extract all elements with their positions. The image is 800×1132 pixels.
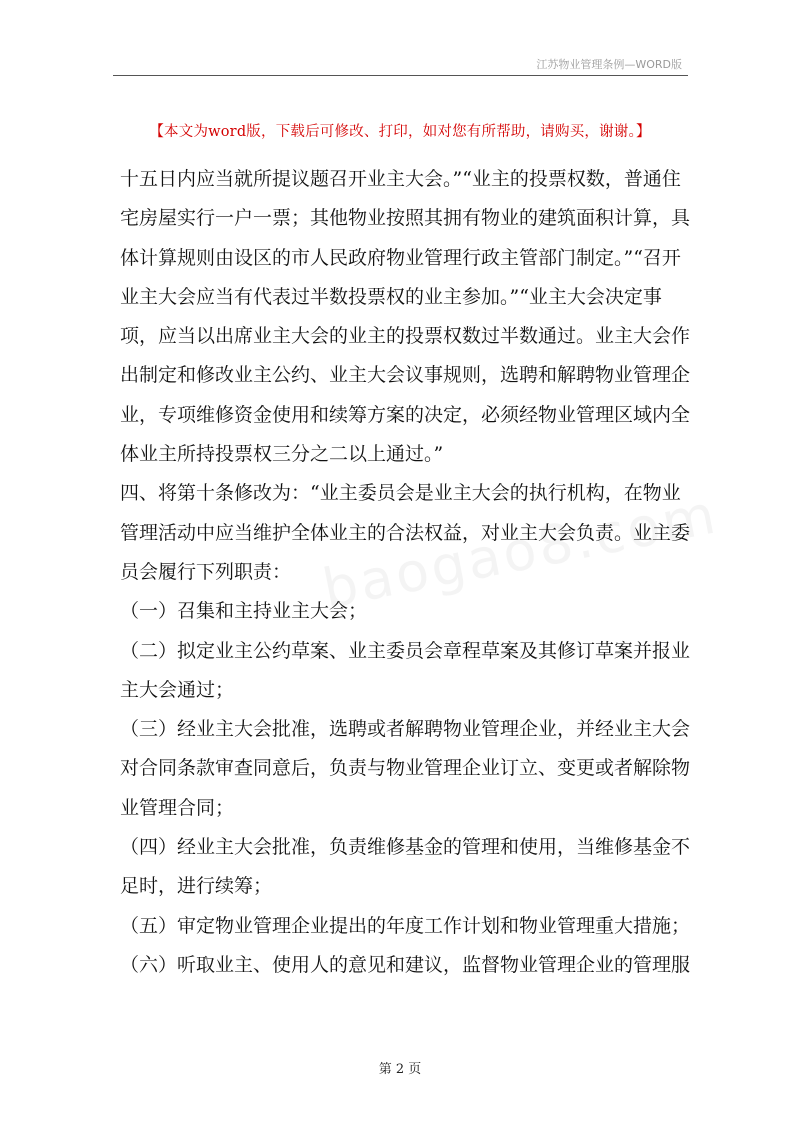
duty-item-6: （六）听取业主、使用人的意见和建议，监督物业管理企业的管理服 — [120, 953, 691, 976]
purchase-notice: 【本文为word版，下载后可修改、打印，如对您有所帮助，请购买，谢谢。】 — [149, 124, 651, 140]
duty-item-3: （三）经业主大会批准，选聘或者解聘物业管理企业，并经业主大会 对合同条款审查同意后，负责与物业管理企业订立、变更或者解除物 业管理合同； — [120, 718, 691, 819]
paragraph-article-ten: 四、将第十条修改为：“业主委员会是业主大会的执行机构，在物业 管理活动中应当维护全体业主的合法权益，对业主大会负责。业主委 员会履行下列职责： — [120, 482, 691, 583]
header-divider — [113, 75, 688, 76]
duty-item-2: （二）拟定业主公约草案、业主委员会章程草案及其修订草案并报业 主大会通过； — [120, 639, 691, 701]
document-body — [120, 160, 690, 985]
duty-item-5: （五）审定物业管理企业提出的年度工作计划和物业管理重大措施； — [120, 914, 691, 937]
duty-item-1: （一）召集和主持业主大会； — [120, 600, 368, 623]
duty-item-4: （四）经业主大会批准，负责维修基金的管理和使用，当维修基金不 足时，进行续筹； — [120, 836, 691, 898]
page-header-title: 江苏物业管理条例—WORD版 — [536, 58, 682, 71]
paragraph-voting-rules: 十五日内应当就所提议题召开业主大会。”“业主的投票权数，普通住 宅房屋实行一户一票；其他物业按照其拥有物业的建筑面积计算，具 体计算规则由设区的市人民政府物业管理行政主管部门制定。”“召开 业主大会应当有代表过半数投票权的业主参加。”“业主大会决定事 项，应当以出席业主大会的业主的投票权数过半数通过。业主大会作 出制定和修改业主公约、业主大会议事规则，选聘和解聘物业管理企 业，专项维修资金使用和续筹方案的决定，必须经物业管理区域内全 体业主所持投票权三分之二以上通过。” — [120, 168, 691, 466]
page-number: 第 2 页 — [378, 1062, 422, 1077]
